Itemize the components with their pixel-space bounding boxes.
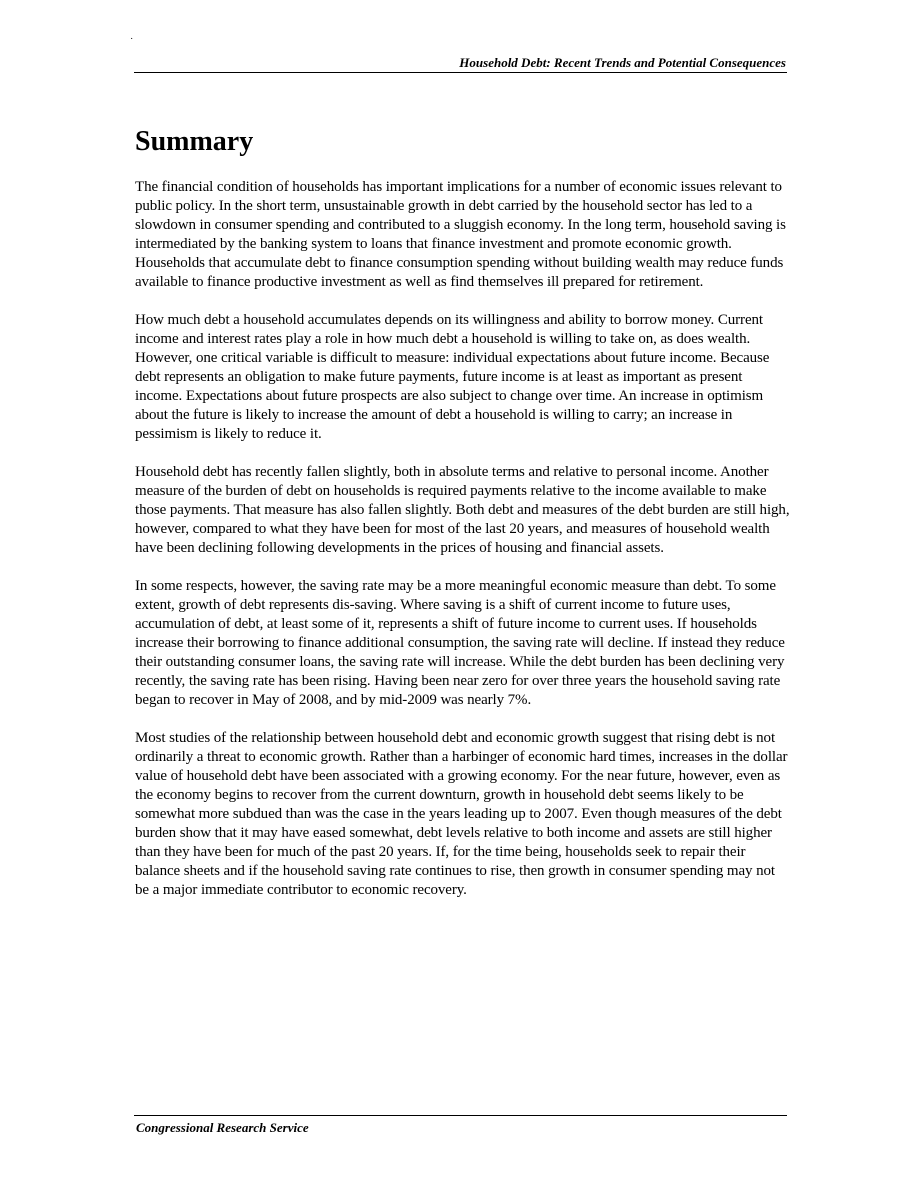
section-title: Summary: [135, 126, 254, 157]
paragraph: Household debt has recently fallen slightly, both in absolute terms and relative to personal income. Another measure of the burden of debt on households is required payments relative to the income available to make those payments. That measure has also fallen slightly. Both debt and measures of the debt burden are still high, however, compared to what they have been for most of the last 20 years, and measures of household wealth have been declining following developments in the prices of housing and financial assets.: [135, 464, 790, 556]
running-header-title: Household Debt: Recent Trends and Potential Consequences: [459, 55, 786, 70]
paragraph: Most studies of the relationship between household debt and economic growth suggest that rising debt is not ordinarily a threat to economic growth. Rather than a harbinger of economic hard times, increases in the dollar value of household debt have been associated with a growing economy. For the near future, however, even as the economy begins to recover from the current downturn, growth in household debt seems likely to be somewhat more subdued than was the case in the years leading up to 2007. Even though measures of the debt burden show that it may have eased somewhat, debt levels relative to both income and assets are still higher than they have been for much of the past 20 years. If, for the time being, households seek to repair their balance sheets and if the household saving rate continues to rise, then growth in consumer spending may not be a major immediate contributor to economic recovery.: [135, 730, 788, 898]
running-footer-organization: Congressional Research Service: [136, 1120, 309, 1135]
header-rule: [134, 72, 787, 73]
paragraph: In some respects, however, the saving rate may be a more meaningful economic measure than debt. To some extent, growth of debt represents dis-saving. Where saving is a shift of current income to future uses, accumulation of debt, at least some of it, represents a shift of future income to current uses. If households increase their borrowing to finance additional consumption, the saving rate will decline. If instead they reduce their outstanding consumer loans, the saving rate will increase. While the debt burden has been declining very recently, the saving rate has been rising. Having been near zero for over three years the household saving rate began to recover in May of 2008, and by mid-2009 was nearly 7%.: [135, 578, 785, 708]
corner-mark: ˙: [130, 37, 134, 48]
paragraph: The financial condition of households has important implications for a number of economic issues relevant to public policy. In the short term, unsustainable growth in debt carried by the household sector has led to a slowdown in consumer spending and contributed to a sluggish economy. In the long term, household saving is intermediated by the banking system to loans that finance investment and promote economic growth. Households that accumulate debt to finance consumption spending without building wealth may reduce funds available to finance productive investment as well as find themselves ill prepared for retirement.: [135, 179, 786, 290]
body-text: [135, 178, 790, 919]
footer-rule: [134, 1115, 787, 1116]
paragraph: How much debt a household accumulates depends on its willingness and ability to borrow money. Current income and interest rates play a role in how much debt a household is willing to take on, as does wealth. However, one critical variable is difficult to measure: individual expectations about future income. Because debt represents an obligation to make future payments, future income is at least as important as present income. Expectations about future prospects are also subject to change over time. An increase in optimism about the future is likely to increase the amount of debt a household is willing to carry; an increase in pessimism is likely to reduce it.: [135, 312, 770, 442]
